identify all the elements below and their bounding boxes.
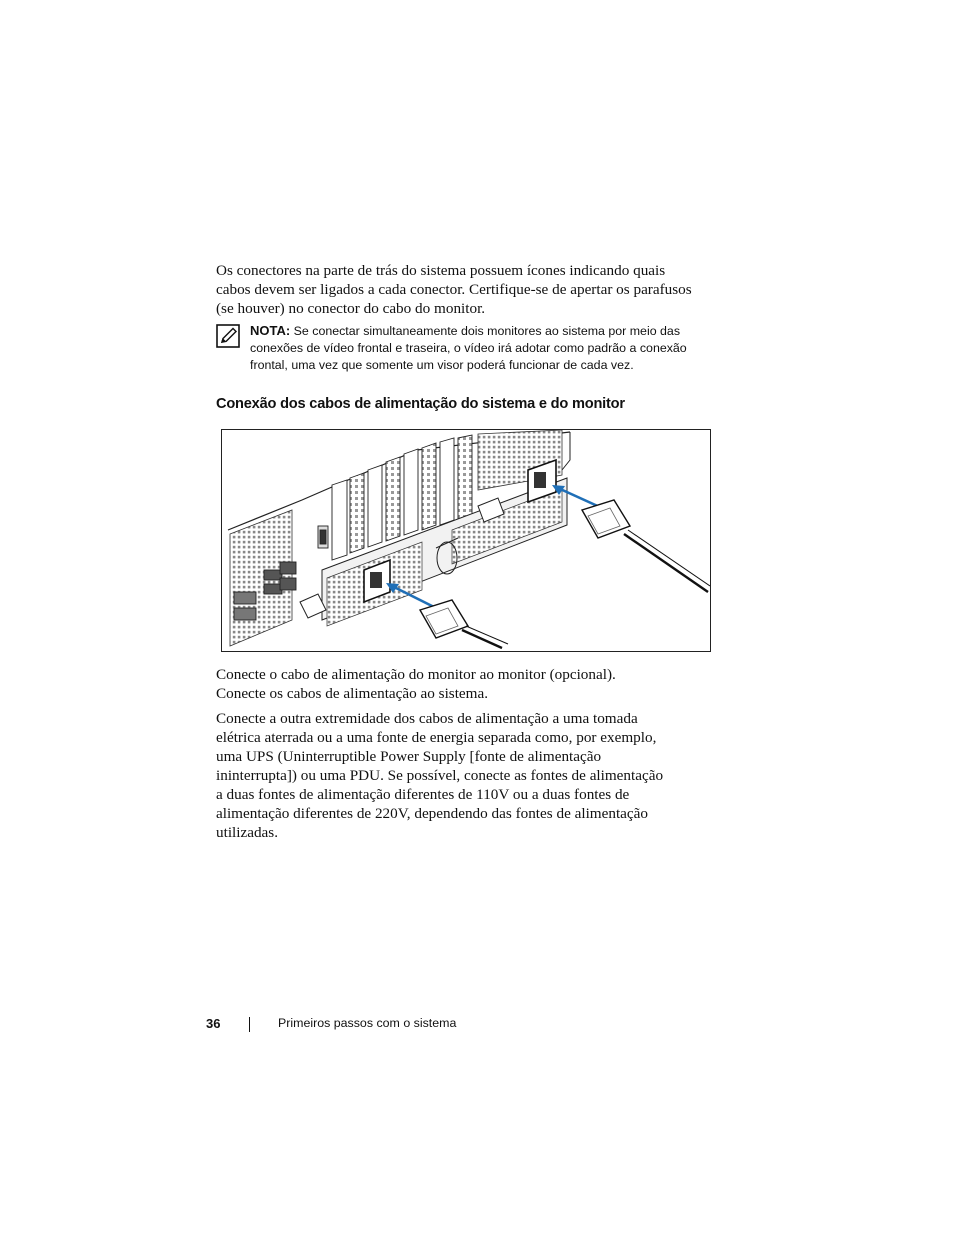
section-heading: Conexão dos cabos de alimentação do sistema e do monitor	[216, 396, 625, 412]
note-label: NOTA:	[250, 323, 291, 338]
intro-paragraph	[216, 261, 716, 318]
step-paragraph	[216, 665, 716, 703]
outlet-line: Conecte a outra extremidade dos cabos de alimentação a uma tomada	[216, 710, 638, 727]
footer-divider	[249, 1017, 250, 1032]
note-text	[250, 322, 720, 374]
intro-line: (se houver) no conector do cabo do monitor.	[216, 300, 486, 317]
step-line: Conecte o cabo de alimentação do monitor ao monitor (opcional).	[216, 666, 616, 683]
intro-line: cabos devem ser ligados a cada conector. Certifique-se de apertar os parafusos	[216, 281, 692, 298]
intro-line: Os conectores na parte de trás do sistema possuem ícones indicando quais	[216, 262, 666, 279]
outlet-line: alimentação diferentes de 220V, dependendo das fontes de alimentação	[216, 805, 648, 822]
outlet-line: a duas fontes de alimentação diferentes de 110V ou a duas fontes de	[216, 786, 630, 803]
page-number: 36	[206, 1016, 221, 1031]
outlet-line: elétrica aterrada ou a uma fonte de energia separada como, por exemplo,	[216, 729, 657, 746]
power-cable-illustration	[221, 429, 711, 652]
outlet-line: utilizadas.	[216, 824, 278, 841]
note-line-text: Se conectar simultaneamente dois monitores ao sistema por meio das	[290, 324, 681, 338]
server-rear-drawing	[222, 430, 710, 651]
step-line: Conecte os cabos de alimentação ao sistema.	[216, 685, 489, 702]
pencil-note-icon	[216, 324, 242, 348]
note-line	[250, 322, 720, 340]
footer-title: Primeiros passos com o sistema	[278, 1016, 457, 1030]
outlet-line: ininterrupta]) ou uma PDU. Se possível, conecte as fontes de alimentação	[216, 767, 664, 784]
note-line: frontal, uma vez que somente um visor poderá funcionar de cada vez.	[250, 358, 634, 372]
note-line: conexões de vídeo frontal e traseira, o vídeo irá adotar como padrão a conexão	[250, 341, 687, 355]
outlet-line: uma UPS (Uninterruptible Power Supply [fonte de alimentação	[216, 748, 602, 765]
outlet-paragraph	[216, 709, 716, 842]
